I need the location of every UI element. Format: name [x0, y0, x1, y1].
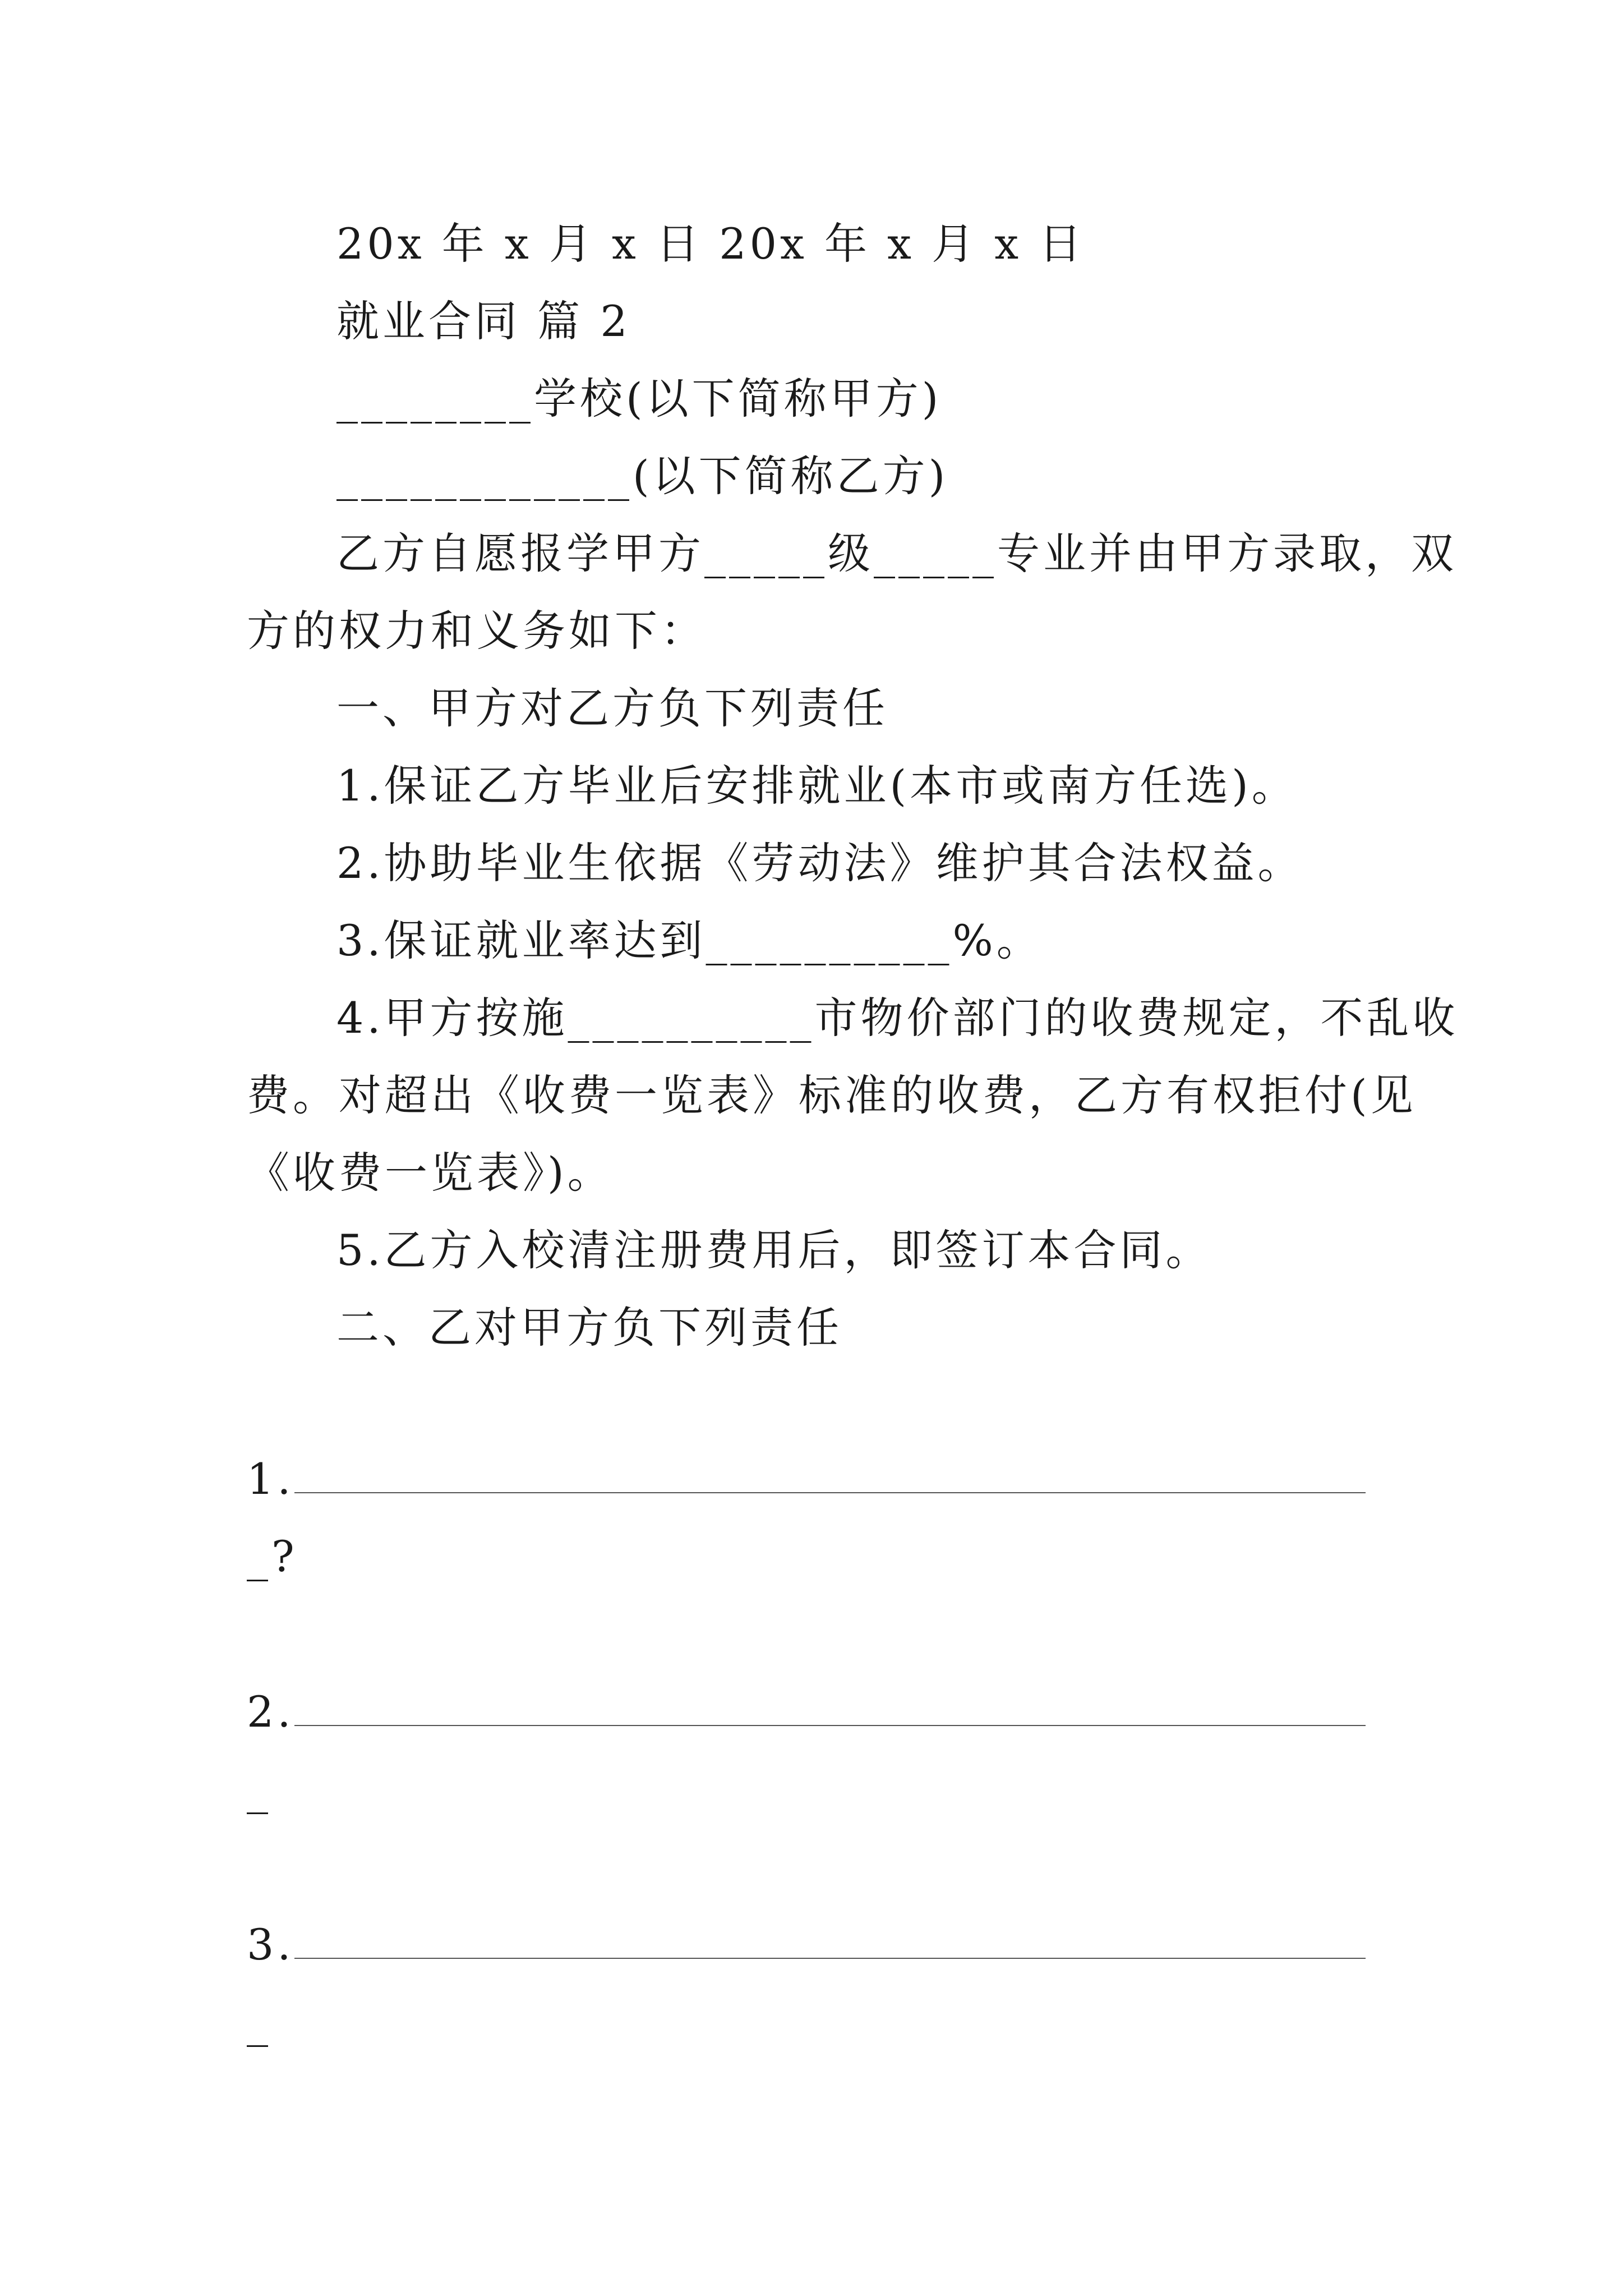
party-b-duty-1-blank	[294, 1492, 1366, 1493]
party-a-duty-4-line-3: 《收费一览表》)。	[247, 1148, 614, 1198]
party-a-duty-5: 5.乙方入校清注册费用后，即签订本合同。	[336, 1225, 1212, 1275]
party-b-duties-heading: 二、乙对甲方负下列责任	[336, 1303, 842, 1352]
party-b-duty-1-number: 1.	[247, 1454, 294, 1504]
party-a-duty-2: 2.协助毕业生依据《劳动法》维护其合法权益。	[336, 838, 1304, 888]
party-a-duty-3: 3.保证就业率达到__________%。	[336, 915, 1043, 965]
intro-paragraph-line-1: 乙方自愿报学甲方_____级_____专业并由甲方录取，双	[336, 528, 1457, 578]
party-b-duty-3-tail: _	[247, 1997, 271, 2047]
party-a-duties-heading: 一、甲方对乙方负下列责任	[336, 683, 888, 733]
party-b-duty-2-blank	[294, 1725, 1366, 1726]
party-a-duty-1: 1.保证乙方毕业后安排就业(本市或南方任选)。	[336, 761, 1298, 811]
date-line: 20x 年 x 月 x 日 20x 年 x 月 x 日	[336, 219, 1085, 269]
party-a-duty-4-line-2: 费。对超出《收费一览表》标准的收费，乙方有权拒付(见	[247, 1070, 1417, 1120]
party-a-line: ________学校(以下简称甲方)	[336, 374, 942, 424]
party-b-duty-3-number: 3.	[247, 1920, 294, 1970]
party-a-duty-4-line-1: 4.甲方按施__________市物价部门的收费规定，不乱收	[336, 993, 1459, 1043]
intro-paragraph-line-2: 方的权力和义务如下：	[247, 606, 707, 656]
party-b-duty-3-blank	[294, 1958, 1366, 1959]
section-title: 就业合同 篇 2	[336, 296, 631, 346]
party-b-duty-2-tail: _	[247, 1764, 271, 1814]
party-b-duty-2-number: 2.	[247, 1687, 294, 1737]
party-b-duty-1-tail: _?	[247, 1531, 298, 1581]
party-b-line: ____________(以下简称乙方)	[336, 451, 949, 501]
